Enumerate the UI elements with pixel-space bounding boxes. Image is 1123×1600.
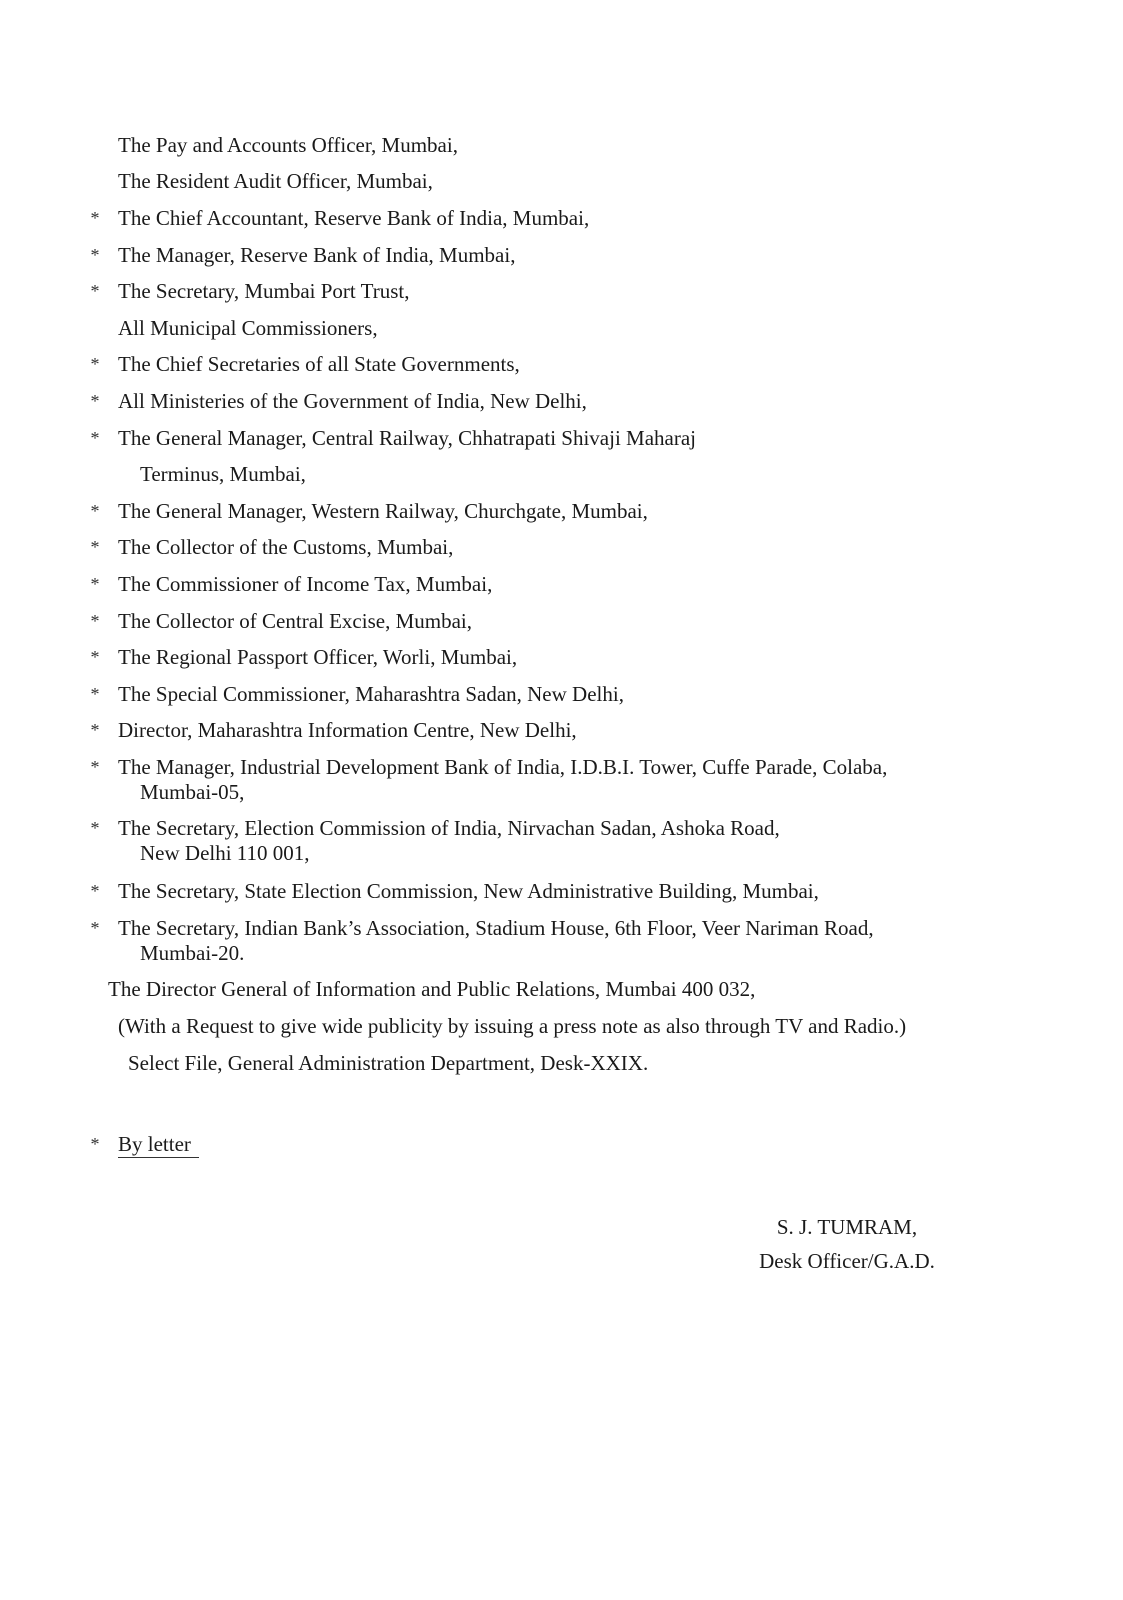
star-icon: * — [90, 574, 100, 594]
star-icon: * — [90, 391, 100, 411]
star-icon: * — [90, 537, 100, 557]
select-file-entry: Select File, General Administration Department, Desk-XXIX. — [128, 1051, 649, 1075]
star-icon: * — [90, 881, 100, 901]
dgipr-entry: The Director General of Information and Public Relations, Mumbai 400 032, — [108, 977, 756, 1001]
signatory-designation: Desk Officer/G.A.D. — [759, 1249, 935, 1273]
star-icon: * — [90, 647, 100, 667]
signatory-name: S. J. TUMRAM, — [776, 1215, 918, 1239]
star-icon: * — [90, 611, 100, 631]
star-icon: * — [90, 918, 100, 938]
star-icon: * — [90, 428, 100, 448]
footnote-label: By letter — [118, 1131, 199, 1158]
star-icon: * — [90, 208, 100, 228]
star-icon: * — [90, 757, 100, 777]
star-icon: * — [90, 354, 100, 374]
star-icon: * — [90, 281, 100, 301]
star-icon: * — [90, 684, 100, 704]
star-icon: * — [90, 245, 100, 265]
request-note: (With a Request to give wide publicity by issuing a press note as also through TV and Radio.) — [118, 1014, 907, 1038]
document-page: The Pay and Accounts Officer, Mumbai, The Resident Audit Officer, Mumbai, * The Chief Accountant, Reserve Bank of India, Mumbai, * The Manager, Reserve Bank of India, Mumbai, * The Secretary, Mumbai Port Trust, All Municipal Commissioners, * The Chief Secretaries of all State Governments, * All Ministeries of the Government of India, New Delhi, * The General Manager, Central Railway, Chhatrapati Shivaji Maharaj Terminus, Mumbai, * The General Manager, Western Railway, Churchgate, Mumbai, * The Collector of the Customs, Mumbai, * The Commissioner of Income Tax, Mumbai, * The Collector of Central Excise, Mumbai, * The Regional Passport Officer, Worli, Mumbai, * The Special Commissioner, Maharashtra Sadan, New Delhi, * Director, Maharashtra Information Centre, New Delhi, * The Manager, Industrial Development Bank of India, I.D.B.I. Tower, Cuffe Parade, Colaba, Mumbai-05, * The Secretary, Election Commission of India, Nirvachan Sadan, Ashoka Road, New Delhi 110 001, * The Secretary, State Election Commission, New Administrative Building, Mumbai, * The Secretary, Indian Bank’s Association, Stadium House, 6th Floor, Veer Nariman Road, Mumbai-20. The Director General of Information and Public Relations, Mumbai 400 032, (With a Request to give wide publicity by issuing a press note as also through TV and Radio.) Select File, General Administration Department, Desk-XXIX. * By letter S. J. TUMRAM, Desk Officer/G.A.D. — [0, 0, 1123, 1600]
star-icon: * — [90, 501, 100, 521]
star-icon: * — [90, 720, 100, 740]
star-icon: * — [90, 818, 100, 838]
footnote-marker: * — [90, 1134, 100, 1154]
